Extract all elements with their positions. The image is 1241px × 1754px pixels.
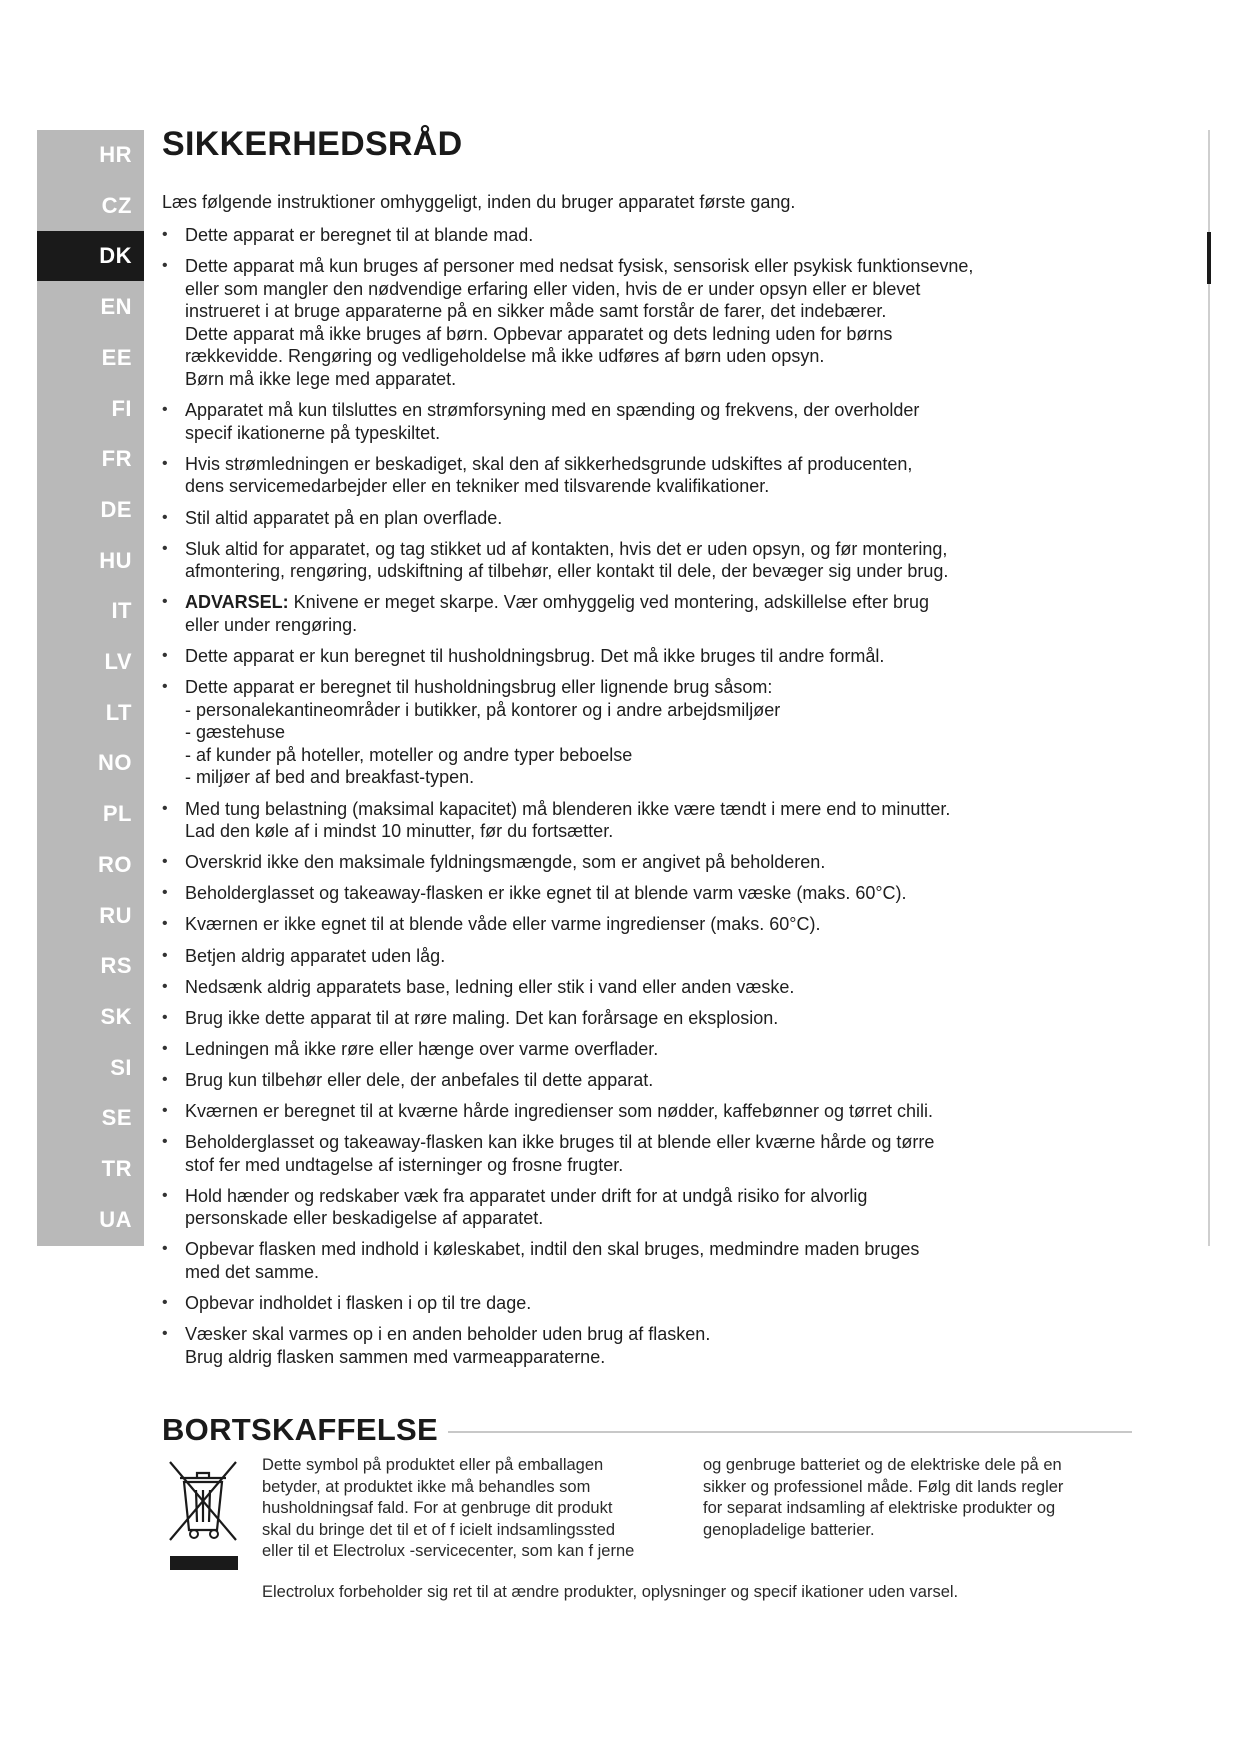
safety-rule [162, 798, 1082, 843]
safety-rule-text: Dette apparat er beregnet til at blande mad. [185, 225, 534, 245]
lang-tab-cz[interactable]: CZ [101, 192, 132, 218]
lang-tab-pl[interactable]: PL [102, 801, 132, 827]
lang-tab-en[interactable]: EN [100, 294, 132, 320]
safety-rule-text: Kværnen er beregnet til at kværne hårde ingredienser som nødder, kaffebønner og tørret chili. [185, 1101, 934, 1121]
safety-rule [162, 976, 1082, 999]
lang-tab-fr[interactable]: FR [101, 446, 132, 472]
disposal-footer: Electrolux forbeholder sig ret til at ændre produkter, oplysninger og specif ikationer uden varsel. [262, 1583, 959, 1601]
safety-rule-text: Betjen aldrig apparatet uden låg. [185, 945, 446, 966]
lang-tab-rs[interactable]: RS [100, 953, 132, 979]
lang-tab-lt[interactable]: LT [105, 699, 132, 725]
safety-rules-list [162, 224, 1082, 1368]
safety-rule [162, 1185, 1082, 1230]
safety-rule-text: Stil altid apparatet på en plan overflade. [185, 507, 503, 528]
lang-tab-ua[interactable]: UA [99, 1206, 132, 1232]
safety-rule-text: Nedsænk aldrig apparatets base, ledning eller stik i vand eller anden væske. [185, 976, 795, 997]
lang-tab-fi[interactable]: FI [111, 395, 132, 421]
lang-tab-tr[interactable]: TR [101, 1156, 132, 1181]
safety-rule-text: Kværnen er ikke egnet til at blende våde eller varme ingredienser (maks. 60°C). [185, 914, 821, 935]
disposal-divider [448, 1431, 1132, 1433]
safety-rule [162, 882, 1082, 905]
safety-rule [162, 1238, 1082, 1283]
safety-rule-text: Brug kun tilbehør eller dele, der anbefales til dette apparat. [185, 1069, 654, 1090]
safety-rule [162, 1100, 1082, 1123]
safety-rule [162, 453, 1082, 498]
safety-section [162, 120, 1082, 1377]
safety-rule [162, 399, 1082, 444]
safety-rule-text: Opbevar indholdet i flasken i op til tre dage. [185, 1293, 532, 1314]
safety-rule [162, 913, 1082, 936]
safety-rule-text: Væsker skal varmes op i en anden beholder uden brug af flasken. Brug aldrig flasken sammen med varmeapparaterne. [185, 1324, 711, 1367]
page-edge-rule [1208, 130, 1210, 1246]
lang-tab-dk[interactable]: DK [37, 231, 144, 281]
safety-intro: Læs følgende instruktioner omhyggeligt, inden du bruger apparatet første gang. [162, 192, 796, 212]
warning-label: ADVARSEL: [185, 592, 289, 613]
safety-rule [162, 1131, 1082, 1176]
safety-rule [162, 1069, 1082, 1092]
safety-rule-text: Knivene er meget skarpe. Vær omhyggelig ved montering, adskillelse efter brug eller under rengøring. [185, 592, 929, 635]
safety-rule [162, 255, 1082, 391]
safety-rule [162, 851, 1082, 874]
safety-rule-text: Beholderglasset og takeaway-flasken er ikke egnet til at blende varm væske (maks. 60°C). [185, 883, 907, 904]
lang-tab-se[interactable]: SE [101, 1105, 132, 1131]
safety-rule [162, 945, 1082, 968]
lang-tab-ee[interactable]: EE [101, 344, 132, 370]
language-sidebar [37, 130, 144, 1246]
lang-tab-no[interactable]: NO [98, 750, 132, 776]
safety-rule [162, 538, 1082, 583]
disposal-header [162, 1410, 1132, 1450]
safety-rule-text: Dette apparat er kun beregnet til husholdningsbrug. Det må ikke bruges til andre formål. [185, 646, 885, 666]
safety-rule [162, 1323, 1082, 1368]
safety-rule [162, 1038, 1082, 1061]
safety-rule-text: Brug ikke dette apparat til at røre maling. Det kan forårsage en eksplosion. [185, 1007, 779, 1028]
lang-tab-ro[interactable]: RO [98, 851, 132, 877]
lang-tab-hr[interactable]: HR [99, 142, 132, 167]
disposal-text-col1: Dette symbol på produktet eller på emballagen betyder, at produktet ikke må behandles som husholdningsaf fald. For at genbruge dit produkt skal du bringe det til et of f icielt indsamlingssted eller til et Electrolux -servicecenter, som kan f jerne [262, 1456, 635, 1560]
safety-rule-text: Hold hænder og redskaber væk fra apparatet under drift for at undgå risiko for alvorlig personskade eller beskadigelse af apparatet. [185, 1185, 868, 1229]
page-edge-marker [1207, 232, 1211, 284]
safety-rule [162, 1007, 1082, 1030]
lang-tab-it[interactable]: IT [111, 598, 132, 624]
safety-rule-text: Ledningen må ikke røre eller hænge over varme overflader. [185, 1038, 659, 1059]
safety-rule [162, 676, 1082, 789]
disposal-title: BORTSKAFFELSE [162, 1412, 439, 1447]
safety-rule [162, 224, 1082, 247]
safety-rule-text: Overskrid ikke den maksimale fyldningsmængde, som er angivet på beholderen. [185, 852, 826, 873]
lang-tab-sk[interactable]: SK [100, 1003, 132, 1029]
safety-rule [162, 645, 1082, 668]
safety-title: SIKKERHEDSRÅD [162, 125, 463, 163]
safety-rule [162, 1292, 1082, 1315]
safety-rule-text: Sluk altid for apparatet, og tag stikket ud af kontakten, hvis det er uden opsyn, og før montering, afmontering, rengøring, udskiftning af tilbehør, eller kontakt til dele, der bevæger sig under brug. [185, 538, 949, 582]
lang-tab-de[interactable]: DE [100, 496, 132, 522]
safety-rule-text: Beholderglasset og takeaway-flasken kan ikke bruges til at blende eller kværne hårde og tørre stof fer med undtagelse af isterninger og frosne frugter. [185, 1132, 935, 1175]
safety-rule-text: Opbevar flasken med indhold i køleskabet, indtil den skal bruges, medmindre maden bruges med det samme. [185, 1239, 920, 1283]
lang-tab-hu[interactable]: HU [99, 547, 132, 573]
safety-rule-text: Apparatet må kun tilsluttes en strømforsyning med en spænding og frekvens, der overholder specif ikationerne på typeskiltet. [185, 400, 920, 443]
safety-rule [162, 591, 1082, 636]
lang-tab-lv[interactable]: LV [104, 649, 132, 674]
disposal-text-col2: og genbruge batteriet og de elektriske dele på en sikker og professionel måde. Følg dit lands regler for separat indsamling af elektriske produkter og genopladelige batterier. [703, 1456, 1064, 1539]
lang-tab-si[interactable]: SI [110, 1054, 132, 1080]
safety-rule-text: Dette apparat må kun bruges af personer med nedsat fysisk, sensorisk eller psykisk funktionsevne, eller som mangler den nødvendige erfaring eller viden, hvis de er under opsyn eller er blevet instrueret i at bruge apparaterne på en sikker måde samt forstår de farer, det indebærer. Dette apparat må ikke bruges af børn. Opbevar apparatet og dets ledning uden for børns rækkevidde. Rengøring og vedligeholdelse må ikke udføres af børn uden opsyn. Børn må ikke lege med apparatet. [185, 256, 974, 390]
safety-rule-text: Med tung belastning (maksimal kapacitet) må blenderen ikke være tændt i mere end to minutter. Lad den køle af i mindst 10 minutter, før du fortsætter. [185, 798, 951, 842]
safety-rule-text: Hvis strømledningen er beskadiget, skal den af sikkerhedsgrunde udskiftes af producenten, dens servicemedarbejder eller en tekniker med tilsvarende kvalifikationer. [185, 453, 913, 497]
weee-crossed-bin-icon [162, 1456, 244, 1578]
safety-rule-text: Dette apparat er beregnet til husholdningsbrug eller lignende brug såsom: - personalekantineområder i butikker, på kontorer og i andre arbejdsmiljøer - gæstehuse - af kunder på hoteller, moteller og andre typer beboelse - miljøer af bed and breakfast-typen. [185, 677, 781, 788]
lang-tab-ru[interactable]: RU [99, 902, 132, 928]
safety-rule [162, 507, 1082, 530]
